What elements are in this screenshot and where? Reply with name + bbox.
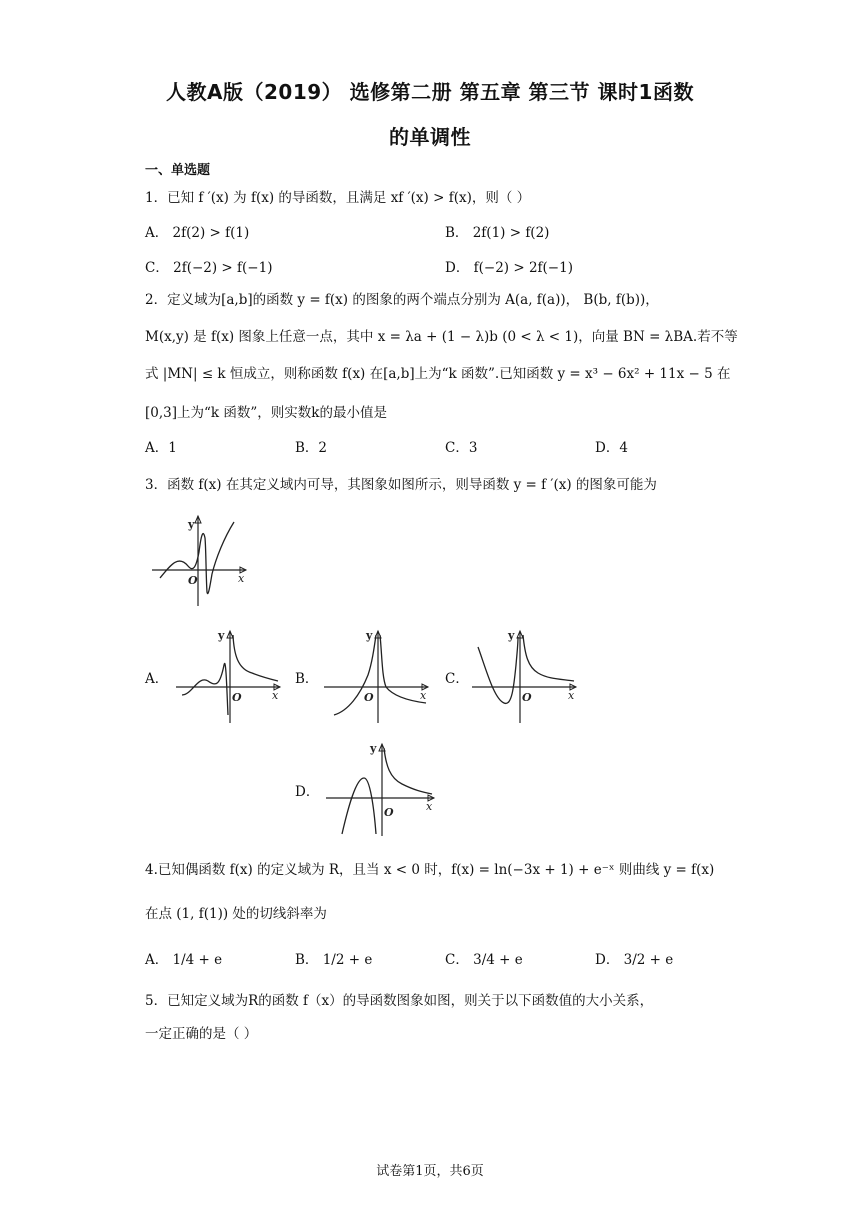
- q3-graph-c-y-label: y: [508, 629, 515, 642]
- q1-option-c: C． 2f(−2) > f(−1): [145, 260, 273, 276]
- q3-stem: 3．函数 f(x) 在其定义域内可导，其图象如图所示，则导函数 y = f ′(x) 的图象可能为: [145, 477, 657, 493]
- q2-line4: [0,3]上为“k 函数”，则实数k的最小值是: [145, 405, 387, 421]
- q3-graph-b-y-label: y: [366, 629, 373, 642]
- q3-graph-c-origin-label: O: [522, 691, 532, 704]
- q1-stem: 1．已知 f ′(x) 为 f(x) 的导函数，且满足 xf ′(x) > f(x)，则（ ）: [145, 190, 531, 206]
- q3-option-a: A．: [145, 671, 169, 687]
- q4-option-c: C． 3/4 + e: [445, 952, 523, 968]
- q3-graph-d-y-label: y: [370, 742, 377, 755]
- q4-option-b: B． 1/2 + e: [295, 952, 373, 968]
- q3-main-y-label: y: [188, 518, 195, 531]
- q1-option-b: B． 2f(1) > f(2): [445, 225, 550, 241]
- section-heading: 一、单选题: [145, 163, 211, 178]
- q3-graph-b-origin-label: O: [364, 691, 374, 704]
- page-footer: 试卷第1页，共6页: [376, 1164, 484, 1179]
- q3-main-origin-label: O: [188, 574, 198, 587]
- q3-graph-d-origin-label: O: [384, 806, 394, 819]
- q1-option-d: D． f(−2) > 2f(−1): [445, 260, 573, 276]
- q3-option-d: D．: [295, 784, 320, 800]
- q3-option-c: C．: [445, 671, 469, 687]
- q3-graph-b-x-label: x: [420, 689, 427, 702]
- q3-graph-a-x-label: x: [272, 689, 279, 702]
- q5-line1: 5．已知定义域为R的函数 f（x）的导函数图象如图，则关于以下函数值的大小关系，: [145, 993, 654, 1009]
- q4-line2: 在点 (1, f(1)) 处的切线斜率为: [145, 906, 327, 922]
- q2-option-c: C．3: [445, 440, 478, 456]
- q3-graph-a-origin-label: O: [232, 691, 242, 704]
- q2-option-b: B．2: [295, 440, 328, 456]
- q3-graph-b: [320, 625, 435, 725]
- q4-option-a: A． 1/4 + e: [145, 952, 223, 968]
- q1-option-a: A． 2f(2) > f(1): [145, 225, 250, 241]
- q2-line2: M(x,y) 是 f(x) 图象上任意一点，其中 x = λa + (1 − λ)b (0 < λ < 1)，向量 BN = λBA.若不等: [145, 329, 738, 345]
- q5-line2: 一定正确的是（ ）: [145, 1026, 258, 1042]
- q3-main-graph: [148, 508, 258, 608]
- q4-line1: 4.已知偶函数 f(x) 的定义域为 R，且当 x < 0 时，f(x) = ln(−3x + 1) + e⁻ˣ 则曲线 y = f(x): [145, 862, 715, 878]
- q4-option-d: D． 3/2 + e: [595, 952, 674, 968]
- q3-graph-d: [322, 738, 440, 838]
- q3-graph-d-x-label: x: [426, 800, 433, 813]
- q3-graph-a: [172, 625, 287, 725]
- q3-graph-c: [468, 625, 583, 725]
- q3-main-x-label: x: [238, 572, 245, 585]
- page-title-line1: 人教A版（2019） 选修第二册 第五章 第三节 课时1函数: [166, 80, 694, 104]
- q2-line1: 2．定义域为[a,b]的函数 y = f(x) 的图象的两个端点分别为 A(a, f(a))， B(b, f(b))，: [145, 292, 659, 308]
- q3-graph-c-x-label: x: [568, 689, 575, 702]
- q2-option-d: D．4: [595, 440, 628, 456]
- q2-option-a: A．1: [145, 440, 177, 456]
- q2-line3: 式 |MN| ≤ k 恒成立，则称函数 f(x) 在[a,b]上为“k 函数”.已知函数 y = x³ − 6x² + 11x − 5 在: [145, 366, 731, 382]
- q3-graph-a-y-label: y: [218, 629, 225, 642]
- q3-option-b: B．: [295, 671, 319, 687]
- page-title-line2: 的单调性: [389, 125, 471, 149]
